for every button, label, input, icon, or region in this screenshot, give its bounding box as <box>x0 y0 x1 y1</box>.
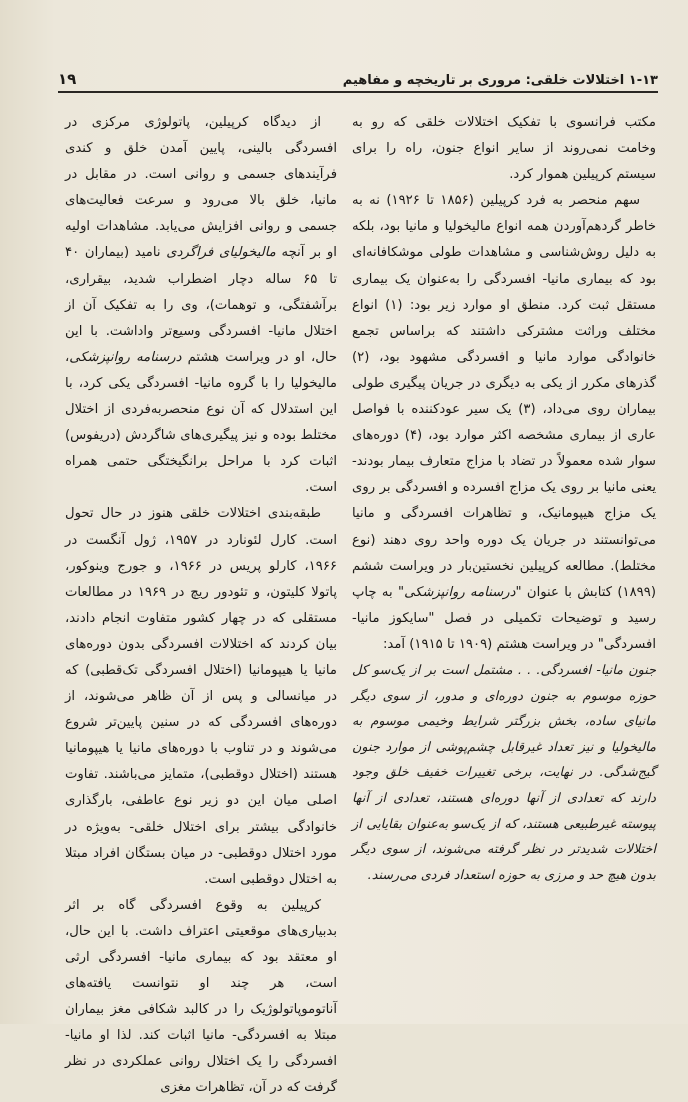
paragraph: مکتب فرانسوی با تفکیک اختلالات خلقی که رو به وخامت نمی‌روند از سایر انواع جنون، راه را برای سیستم کرپیلین هموار کرد. <box>352 115 656 183</box>
paragraph-text: سهم منحصر به فرد کرپیلین (۱۸۵۶ تا ۱۹۲۶) نه به خاطر گردهم‌آوردن همه انواع مالیخولیا و مانیا بود، بلکه به دلیل روش‌شناسی و مشاهدات طولی موشکافانه‌ای بود که بیماری مانیا- افسردگی را به‌عنوان یک بیماری مستقل ثبت کرد. منطق او موارد زیر بود: (۱) انواع مختلف وراثت مشترکی داشتند که براساس تجمع خانوادگی موارد مانیا و افسردگی مشهود بود، (۲) گذرهای مکرر از یکی به دیگری در جریان پیگیری طولی بیماران روی می‌داد، (۳) یک سیر عودکننده با فواصل عاری از بیماری مشخصه اکثر موارد بود، (۴) دوره‌های سوار شده معمولاً در تضاد با مزاج متعارف بیمار بودند- یعنی مانیا بر روی یک مزاج افسرده و افسردگی بر روی یک مزاج هیپومانیک، و تظاهرات افسردگی و مانیا می‌توانستند در جریان یک دوره واحد روی دهند (نوع مختلط). مطالعه کرپیلین نخستین‌بار در ویراست ششم (۱۸۹۹) کتابش با عنوان <box>352 193 656 600</box>
paragraph-text: به چاپ رسید و توضیحات تکمیلی در فصل "سایکوز مانیا- افسردگی" در ویراست هشتم (۱۹۰۹ تا ۱۹۱۵) آمد: <box>352 584 656 652</box>
paragraph <box>352 188 656 658</box>
book-title: "درسنامه روانپزشکی" <box>398 584 522 600</box>
paragraph-text: نامید (بیماران ۴۰ تا ۶۵ ساله دچار اضطراب شدید، بیقراری، برآشفتگی، و توهمات)، وی را به تفکیک آن از اختلال مانیا- افسردگی وسیع‌تر واداشت. با این حال، او در ویراست هشتم <box>65 245 337 365</box>
paragraph: طبقه‌بندی اختلالات خلقی هنوز در حال تحول است. کارل لئونارد در ۱۹۵۷، ژول آنگست در ۱۹۶۶، کارلو پریس در ۱۹۶۶، و جورج وینوکور، پاتولا کلیتون، و تئودور ریچ در ۱۹۶۹ در مطالعات مستقلی که در چهار کشور متفاوت انجام دادند، بیان کردند که اختلالات افسردگی بدون دوره‌های مانیا یا هیپومانیا (اختلال افسردگی تک‌قطبی) که در میانسالی و پس از آن ظاهر می‌شوند، از دوره‌های افسردگی که در سنین پایین‌تر شروع می‌شوند و در تناوب با دوره‌های مانیا یا هیپومانیا هستند (اختلال دوقطبی)، متمایز می‌باشند. تفاوت اصلی میان این دو زیر نوع عاطفی، بارگذاری خانوادگی بیشتر برای اختلال خلقی- به‌ویژه در مورد اختلال دوقطبی- در میان بستگان افراد مبتلا به اختلال دوقطبی است. <box>65 506 337 887</box>
page-header <box>58 62 658 88</box>
page-number: ۱۹ <box>58 70 77 88</box>
book-title: درسنامه روانپزشکی <box>69 349 182 365</box>
block-quote: جنون مانیا- افسردگی. . . مشتمل است بر از یک‌سو کل حوزه موسوم به جنون دوره‌ای و مدور، از سوی دیگر مانیای ساده، بخش بزرگتر شرایط وخیمی موسوم به مالیخولیا و نیز تعداد غیرقابل چشم‌پوشی از موارد جنون گیج‌شدگی. در نهایت، برخی تغییرات خفیف خلق وجود دارند که تعدادی از آنها دوره‌ای هستند، تعدادی از آنها پیوسته غیرطبیعی هستند، که از یک‌سو به‌عنوان بقایایی از اختلالات شدیدتر در نظر گرفته می‌شوند، از سوی دیگر بدون هیچ حد و مرزی به حوزه استعداد فردی می‌رسند. <box>352 662 656 883</box>
term: مالیخولیای فراگردی <box>166 245 276 261</box>
running-title: ۱-۱۳ اختلالات خلقی: مروری بر تاریخچه و مفاهیم <box>342 73 658 88</box>
paragraph: کرپیلین به وقوع افسردگی گاه بر اثر بدبیاری‌های موقعیتی اعتراف داشت. با این حال، او معتقد بود که بیماری مانیا- افسردگی ارثی است، هر چند او نتوانست یافته‌های آناتوموپاتولوژیک را در کالبد شکافی مغز بیماران مبتلا به افسردگی- مانیا اثبات کند. لذا او مانیا- افسردگی را یک اختلال روانی عملکردی در نظر گرفت که در آن، تظاهرات مغزی <box>65 897 337 1096</box>
paragraph <box>65 110 337 501</box>
paragraph-text: ، مالیخولیا را با گروه مانیا- افسردگی یکی کرد، با این استدلال که آن نوع منحصربه‌فردی از اختلال مختلط بوده و نیز پیگیری‌های شاگردش (دریفوس) اثبات کرد با مراحل برانگیختگی حتمی همراه است. <box>65 349 337 496</box>
paragraph-text: از دیدگاه کرپیلین، پاتولوژی مرکزی در افسردگی بالینی، پایین آمدن خلق و کندی فرآیندهای جسمی و روانی است. در مقابل در مانیا، خلق بالا می‌رود و سرعت فعالیت‌های جسمی و روانی افزایش می‌یابد. مشاهدات اولیه او بر آنچه <box>65 115 337 261</box>
header-rule <box>58 91 658 93</box>
left-column <box>65 110 337 1102</box>
right-column <box>352 110 656 888</box>
